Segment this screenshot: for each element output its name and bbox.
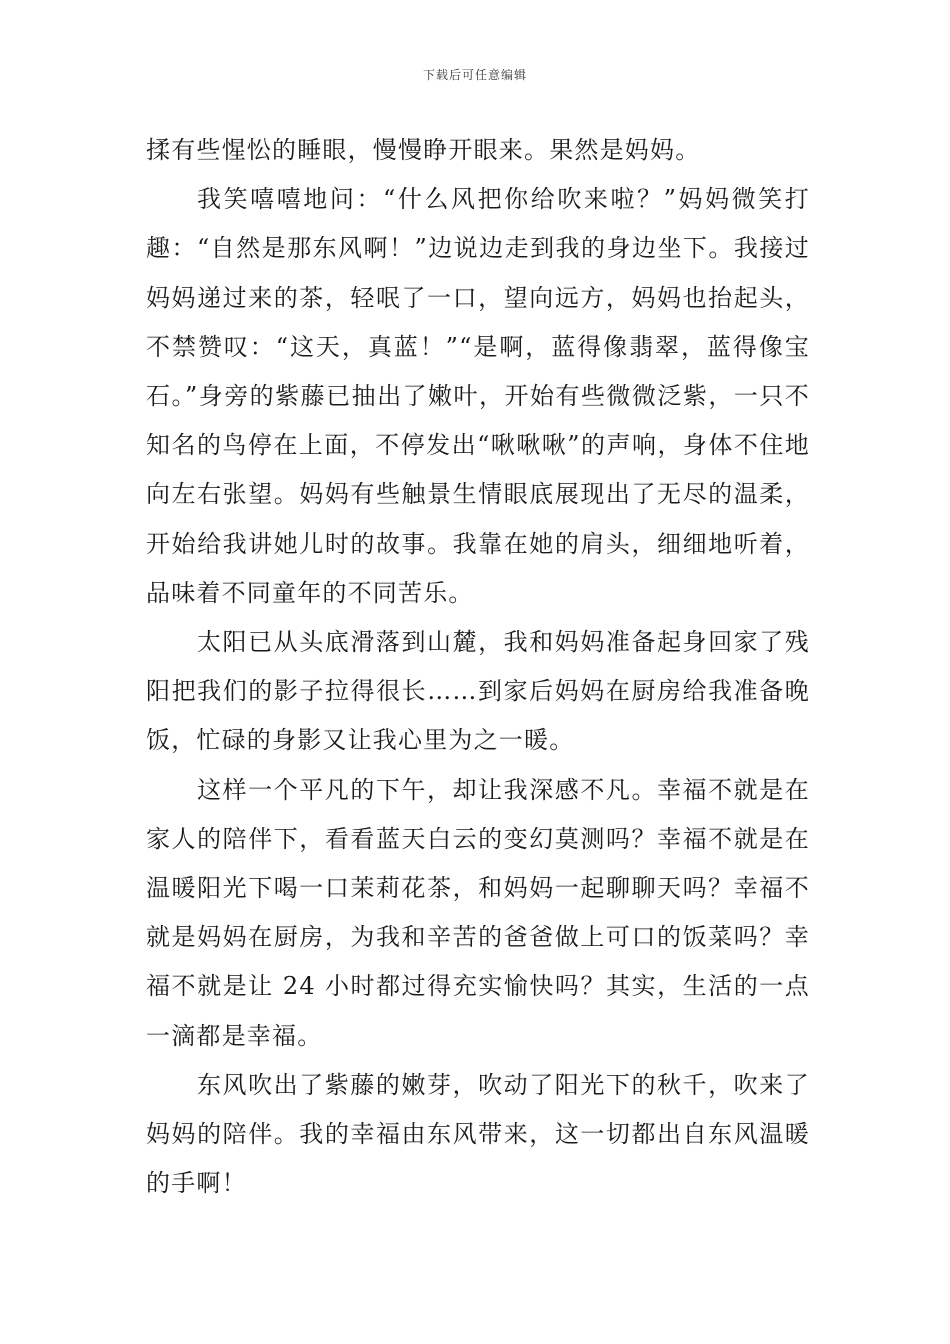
paragraph-2: 我笑嘻嘻地问：“什么风把你给吹来啦？”妈妈微笑打趣：“自然是那东风啊！”边说边走到我的身边坐下。我接过妈妈递过来的茶，轻呡了一口，望向远方，妈妈也抬起头，不禁赞叹：“这天，真蓝！”“是啊，蓝得像翡翠，蓝得像宝石。”身旁的紫藤已抽出了嫩叶，开始有些微微泛紫，一只不知名的鸟停在上面，不停发出“啾啾啾”的声响，身体不住地向左右张望。妈妈有些触景生情眼底展现出了无尽的温柔，开始给我讲她儿时的故事。我靠在她的肩头，细细地听着，品味着不同童年的不同苦乐。: [146, 185, 810, 607]
paragraph-4: 这样一个平凡的下午，却让我深感不凡。幸福不就是在家人的陪伴下，看看蓝天白云的变幻莫测吗？幸福不就是在温暖阳光下喝一口茉莉花茶，和妈妈一起聊聊天吗？幸福不就是妈妈在厨房，为我和辛苦的爸爸做上可口的饭菜吗？幸福不就是让 24 小时都过得充实愉快吗？其实，生活的一点一滴都是幸福。: [146, 775, 810, 1050]
paragraph-5: 东风吹出了紫藤的嫩芽，吹动了阳光下的秋千，吹来了妈妈的陪伴。我的幸福由东风带来，这一切都出自东风温暖的手啊！: [146, 1070, 810, 1198]
paragraph-1: 揉有些惺忪的睡眼，慢慢睁开眼来。果然是妈妈。: [146, 136, 701, 164]
paragraph-3: 太阳已从头底滑落到山麓，我和妈妈准备起身回家了残阳把我们的影子拉得很长……到家后妈妈在厨房给我准备晚饭，忙碌的身影又让我心里为之一暖。: [146, 628, 810, 755]
page-header: 下载后可任意编辑: [422, 68, 527, 82]
document-body: [146, 126, 810, 1208]
